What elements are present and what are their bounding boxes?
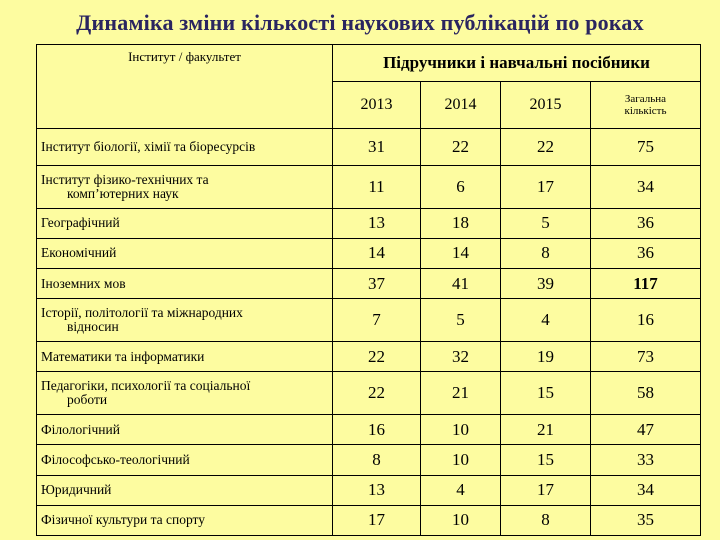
total-cell: 35 bbox=[591, 505, 701, 535]
table-row bbox=[37, 128, 701, 165]
table-row bbox=[37, 475, 701, 505]
year-value-cell: 32 bbox=[421, 342, 501, 372]
year-value-cell: 5 bbox=[421, 299, 501, 342]
institute-column-header: Інститут / факультет bbox=[37, 45, 333, 129]
year-value-cell: 13 bbox=[333, 208, 421, 238]
total-cell: 47 bbox=[591, 415, 701, 445]
year-header-2013: 2013 bbox=[333, 81, 421, 128]
faculty-name bbox=[37, 208, 333, 238]
year-value-cell: 8 bbox=[501, 238, 591, 268]
year-value-cell: 11 bbox=[333, 165, 421, 208]
year-value-cell: 10 bbox=[421, 445, 501, 475]
faculty-name bbox=[37, 445, 333, 475]
table-row bbox=[37, 445, 701, 475]
header-row-group bbox=[37, 45, 701, 82]
table-row bbox=[37, 299, 701, 342]
faculty-name-line1: Юридичний bbox=[41, 482, 112, 498]
year-value-cell: 10 bbox=[421, 415, 501, 445]
faculty-name-line2: роботи bbox=[67, 392, 108, 408]
year-value-cell: 15 bbox=[501, 445, 591, 475]
table-row bbox=[37, 165, 701, 208]
table-row bbox=[37, 238, 701, 268]
table-row bbox=[37, 415, 701, 445]
faculty-name-line1: Економічний bbox=[41, 245, 117, 261]
year-value-cell: 7 bbox=[333, 299, 421, 342]
faculty-name-line2: відносин bbox=[67, 319, 119, 335]
year-value-cell: 6 bbox=[421, 165, 501, 208]
year-value-cell: 22 bbox=[333, 342, 421, 372]
total-cell: 75 bbox=[591, 128, 701, 165]
total-cell: 36 bbox=[591, 238, 701, 268]
faculty-name bbox=[37, 342, 333, 372]
year-header-2015: 2015 bbox=[501, 81, 591, 128]
year-value-cell: 4 bbox=[421, 475, 501, 505]
faculty-name bbox=[37, 128, 333, 165]
year-value-cell: 17 bbox=[333, 505, 421, 535]
faculty-name-line1: Інститут фізико-технічних та bbox=[41, 171, 209, 187]
total-cell: 117 bbox=[591, 268, 701, 298]
faculty-name bbox=[37, 415, 333, 445]
year-value-cell: 8 bbox=[501, 505, 591, 535]
faculty-name bbox=[37, 238, 333, 268]
faculty-name-line1: Іноземних мов bbox=[41, 275, 126, 291]
year-value-cell: 15 bbox=[501, 372, 591, 415]
faculty-name bbox=[37, 505, 333, 535]
year-value-cell: 16 bbox=[333, 415, 421, 445]
year-value-cell: 22 bbox=[333, 372, 421, 415]
table-row bbox=[37, 372, 701, 415]
faculty-name-line1: Філологічний bbox=[41, 421, 120, 437]
total-cell: 16 bbox=[591, 299, 701, 342]
faculty-name bbox=[37, 475, 333, 505]
year-value-cell: 31 bbox=[333, 128, 421, 165]
year-value-cell: 37 bbox=[333, 268, 421, 298]
textbooks-group-header: Підручники і навчальні посібники bbox=[333, 45, 701, 82]
faculty-name-line2: комп’ютерних наук bbox=[67, 185, 179, 201]
faculty-name-line1: Математики та інформатики bbox=[41, 348, 205, 364]
year-value-cell: 10 bbox=[421, 505, 501, 535]
total-cell: 58 bbox=[591, 372, 701, 415]
page-title: Динаміка зміни кількості наукових публікацій по роках bbox=[76, 10, 644, 35]
year-value-cell: 14 bbox=[333, 238, 421, 268]
table-row bbox=[37, 505, 701, 535]
year-value-cell: 19 bbox=[501, 342, 591, 372]
total-cell: 73 bbox=[591, 342, 701, 372]
year-value-cell: 22 bbox=[501, 128, 591, 165]
year-value-cell: 5 bbox=[501, 208, 591, 238]
year-value-cell: 17 bbox=[501, 165, 591, 208]
year-value-cell: 39 bbox=[501, 268, 591, 298]
year-value-cell: 21 bbox=[421, 372, 501, 415]
total-cell: 34 bbox=[591, 475, 701, 505]
year-value-cell: 21 bbox=[501, 415, 591, 445]
year-value-cell: 8 bbox=[333, 445, 421, 475]
table-row bbox=[37, 268, 701, 298]
faculty-name-line1: Філософсько-теологічний bbox=[41, 452, 190, 468]
faculty-name-line1: Педагогіки, психології та соціальної bbox=[41, 378, 251, 394]
total-header-line1: Загальна bbox=[624, 92, 667, 105]
table-row bbox=[37, 342, 701, 372]
faculty-name bbox=[37, 299, 333, 342]
total-cell: 36 bbox=[591, 208, 701, 238]
year-value-cell: 18 bbox=[421, 208, 501, 238]
faculty-name-line1: Історії, політології та міжнародних bbox=[41, 305, 243, 321]
faculty-name bbox=[37, 165, 333, 208]
faculty-name bbox=[37, 268, 333, 298]
publications-table bbox=[36, 44, 701, 536]
year-value-cell: 17 bbox=[501, 475, 591, 505]
year-value-cell: 13 bbox=[333, 475, 421, 505]
total-header-line2: кількість bbox=[624, 104, 667, 117]
total-cell: 33 bbox=[591, 445, 701, 475]
year-value-cell: 41 bbox=[421, 268, 501, 298]
faculty-name-line1: Географічний bbox=[41, 215, 120, 231]
faculty-name bbox=[37, 372, 333, 415]
faculty-name-line1: Фізичної культури та спорту bbox=[41, 512, 206, 528]
faculty-name-line1: Інститут біології, хімії та біоресурсів bbox=[41, 138, 256, 154]
year-header-2014: 2014 bbox=[421, 81, 501, 128]
year-value-cell: 22 bbox=[421, 128, 501, 165]
table-row bbox=[37, 208, 701, 238]
total-column-header bbox=[591, 81, 701, 128]
year-value-cell: 14 bbox=[421, 238, 501, 268]
year-value-cell: 4 bbox=[501, 299, 591, 342]
total-cell: 34 bbox=[591, 165, 701, 208]
